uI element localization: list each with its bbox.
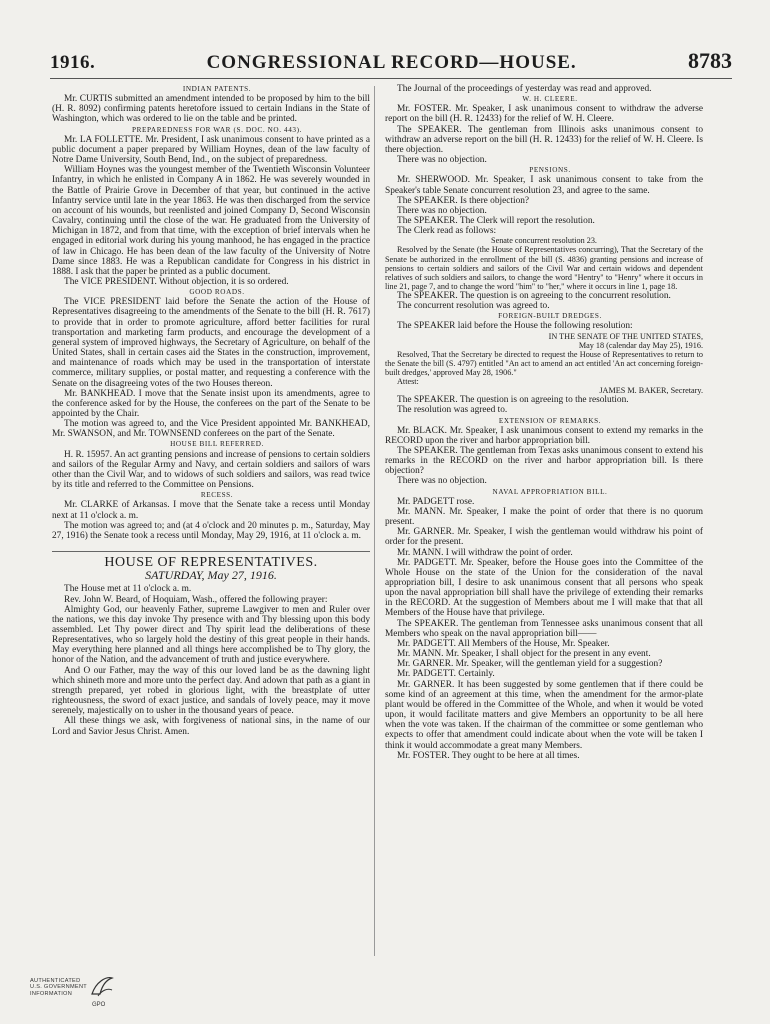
paragraph: William Hoynes was the youngest member of the Twentieth Wisconsin Volunteer Infantry, in which he enlisted in Company A in 1862. He was severely wounded in the Battle of Prairie Grove in December of that year, but continued in the active Infantry service until late in the year 1863. He was then discharged from the service on account of his wounds, but reenlisted and joined Company D, Second Wisconsin Cavalry, continuing until the close of the war. He graduated from the University of Michigan in 1872, and from that time, with the exception of brief intervals when he engaged in editorial work during his young manhood, he has engaged in the practice of law in Chicago. He has been dean of the law faculty of the University of Notre Dame since 1883. He was a Republican candidate for Congress in his district in 1888. I ask that the paper be printed as a public document. [52, 165, 370, 277]
paragraph: The motion was agreed to; and (at 4 o'clock and 20 minutes p. m., Saturday, May 27, 1916) the Senate took a recess until Monday, May 29, 1916, at 11 o'clock a. m. [52, 520, 370, 541]
paragraph: The SPEAKER. The gentleman from Tennessee asks unanimous consent that all Members who speak on the naval appropriation bill—— [385, 618, 703, 639]
resolution-text: Attest: [397, 377, 419, 386]
paragraph: Mr. PADGETT rose. [397, 496, 475, 507]
paragraph: Rev. John W. Beard, of Hoquiam, Wash., offered the following prayer: [64, 594, 328, 605]
paragraph: The concurrent resolution was agreed to. [397, 301, 550, 312]
paragraph: There was no objection. [397, 155, 487, 166]
paragraph: Mr. FOSTER. They ought to be here at all times. [397, 750, 580, 761]
paragraph: Mr. PADGETT. Mr. Speaker, before the House goes into the Committee of the Whole House on the state of the Union for the consideration of the naval appropriation bill, I desire to ask unanimous consent that all persons who speak upon the naval appropriation bill shall have the privilege of extending their remarks in the RECORD. At the suggestion of Members about me I will make that that all Members of the House have that privilege. [385, 557, 703, 619]
paragraph: Mr. MANN. Mr. Speaker, I shall object for the present in any event. [397, 649, 651, 660]
paragraph: Mr. CLARKE of Arkansas. I move that the Senate take a recess until Monday next at 11 o'clock a. m. [52, 500, 370, 521]
paragraph: The VICE PRESIDENT laid before the Senate the action of the House of Representatives disagreeing to the amendments of the Senate to the bill (H. R. 7617) to provide that in order to promote agriculture, afford better facilities for rural transportation and marketing farm products, and encourage the development of a general system of improved highways, the Secretary of Agriculture, on behalf of the United States, shall in certain cases aid the States in the construction, improvement, and maintenance of roads which may be used in the transportation of interstate commerce, military supplies, or postal matter, and requesting a conference with the Senate on the disagreeing votes of the two Houses thereon. [52, 297, 370, 389]
paragraph: The SPEAKER. The Clerk will report the resolution. [397, 216, 595, 227]
paragraph: Mr. CURTIS submitted an amendment intended to be proposed by him to the bill (H. R. 8092) confirming patents heretofore issued to certain Indians in the State of Washington, which was ordered to lie on the table and be printed. [52, 94, 370, 125]
section-heading: NAVAL APPROPRIATION BILL. [492, 487, 608, 496]
resolution-text: Resolved by the Senate (the House of Representatives concurring), That the Secretary of the Senate be authorized in the enrollment of the bill (S. 4836) granting pensions and increase of pensions to certain soldiers and sailors of the Civil War and certain widows and dependent relatives of such soldiers and sailors, to change the word "Hentry" to "Henry" where it occurs in line 21, page 7, and to change the word "him" to "her," where it occurs in line 1, page 18. [385, 245, 703, 291]
gpo-text-line: AUTHENTICATED [30, 978, 81, 984]
paragraph: Mr. LA FOLLETTE. Mr. President, I ask unanimous consent to have printed as a public document a paper prepared by William Hoynes, dean of the law faculty of Notre Dame University, South Bend, Ind., on the subject of preparedness. [52, 134, 370, 166]
attestation-line: IN THE SENATE OF THE UNITED STATES, [548, 331, 703, 341]
paragraph: Mr. FOSTER. Mr. Speaker, I ask unanimous consent to withdraw the adverse report on the bill (H. R. 12433) for the relief of W. H. Cleere. [385, 104, 703, 125]
section-heading: RECESS. [200, 491, 234, 500]
paragraph: Almighty God, our heavenly Father, supreme Lawgiver to men and Ruler over the nations, we this day invoke Thy presence with and Thy blessing upon this body assembled. Let Thy power direct and Thy spirit lead the deliberations of these Representatives, who so largely hold the destiny of this great people in their hands. May everything here planned and all things here accomplished be to Thy glory, the honor of the Nation, and the advancement of truth and justice everywhere. [52, 604, 370, 666]
section-heading: EXTENSION OF REMARKS. [498, 416, 602, 425]
paragraph: Mr. MANN. I will withdraw the point of order. [397, 547, 573, 558]
attestation-line: May 18 (calendar day May 25), 1916. [578, 340, 703, 350]
gpo-text-line: INFORMATION [30, 990, 73, 997]
paragraph: The SPEAKER. The question is on agreeing to the resolution. [397, 395, 629, 406]
gpo-authentication-seal [28, 972, 118, 1012]
paragraph: The resolution was agreed to. [397, 405, 508, 416]
page-number: 8783 [688, 48, 732, 73]
paragraph: Mr. PADGETT. All Members of the House, Mr. Speaker. [397, 638, 610, 649]
paragraph: Mr. BANKHEAD. I move that the Senate insist upon its amendments, agree to the conference asked for by the House, the conferees on the part of the Senate to be appointed by the Chair. [52, 388, 370, 419]
header-year: 1916. [50, 52, 96, 73]
section-heading: FOREIGN-BUILT DREDGES. [498, 312, 602, 321]
paragraph: The SPEAKER. Is there objection? [397, 195, 530, 206]
section-heading: HOUSE BILL REFERRED. [170, 440, 264, 449]
left-column [52, 84, 370, 737]
paragraph: Mr. GARNER. It has been suggested by some gentlemen that if there could be some kind of an agreement at this time, when the amendment for the armor-plate plant would be offered in the Committee of the Whole, and when it would be voted upon, it would facilitate matters and give Members an opportunity to be all here when the vote was taken. If the chairman of the committee or some gentleman who expects to offer that amendment could indicate about when the vote will be taken I think it would accommodate a great many Members. [385, 679, 703, 751]
chamber-heading: HOUSE OF REPRESENTATIVES. [52, 551, 370, 568]
session-date: SATURDAY, May 27, 1916. [145, 568, 277, 583]
section-heading: W. H. CLEERE. [522, 95, 578, 104]
paragraph: Mr. GARNER. Mr. Speaker, I wish the gentleman would withdraw his point of order for the present. [385, 527, 703, 548]
paragraph: The House met at 11 o'clock a. m. [64, 584, 192, 595]
paragraph: The SPEAKER laid before the House the following resolution: [397, 321, 633, 332]
page-header [50, 48, 732, 78]
gpo-text-line: U.S. GOVERNMENT [30, 984, 88, 991]
resolution-text: Resolved, That the Secretary be directed to request the House of Representatives to return to the Senate the bill (S. 4797) entitled "An act to amend an act entitled 'An act concerning foreign-built dredges,' approved May 28, 1906." [385, 349, 703, 377]
section-heading: PREPAREDNESS FOR WAR (S. DOC. NO. 443). [132, 125, 302, 134]
attestation-line: JAMES M. BAKER, Secretary. [599, 386, 703, 396]
paragraph: The VICE PRESIDENT. Without objection, it is so ordered. [64, 276, 289, 287]
paragraph: There was no objection. [397, 205, 487, 216]
paragraph: The Journal of the proceedings of yesterday was read and approved. [397, 84, 652, 94]
right-column [385, 84, 703, 761]
paragraph: Mr. SHERWOOD. Mr. Speaker, I ask unanimous consent to take from the Speaker's table Senate concurrent resolution 23, and agree to the same. [385, 175, 703, 196]
column-divider [374, 86, 375, 956]
paragraph: H. R. 15957. An act granting pensions and increase of pensions to certain soldiers and sailors of the Regular Army and Navy, and certain soldiers and sailors of wars other than the Civil War, and to widows of such soldiers and sailors, was read twice by its title and referred to the Committee on Pensions. [52, 449, 370, 491]
gpo-eagle-icon [88, 972, 114, 1002]
paragraph: The SPEAKER. The question is on agreeing to the concurrent resolution. [397, 290, 671, 301]
paragraph: Mr. PADGETT. Certainly. [397, 669, 495, 680]
paragraph: The Clerk read as follows: [397, 226, 497, 237]
resolution-title: Senate concurrent resolution 23. [491, 236, 597, 246]
paragraph: Mr. GARNER. Mr. Speaker, will the gentleman yield for a suggestion? [397, 659, 663, 670]
header-rule [50, 78, 732, 79]
paragraph: Mr. MANN. Mr. Speaker, I make the point of order that there is no quorum present. [385, 506, 703, 528]
gpo-label: GPO [92, 1002, 106, 1008]
paragraph: The SPEAKER. The gentleman from Texas asks unanimous consent to extend his remarks in the RECORD on the river and harbor appropriation bill. Is there objection? [385, 445, 703, 477]
section-heading: INDIAN PATENTS. [182, 85, 252, 93]
paragraph: There was no objection. [397, 476, 487, 487]
paragraph: And O our Father, may the way of this our loved land be as the dawning light which shineth more and more unto the perfect day. And adown that path as a giant in strength prepared, yet robed in glorious light, with the breastplate of utter righteousness, the sword of exact justice, and sandals of lovely peace, may it move serenely, majestically on to usher in the thousand years of peace. [52, 665, 370, 717]
section-heading: GOOD ROADS. [189, 288, 245, 297]
paragraph: The SPEAKER. The gentleman from Illinois asks unanimous consent to withdraw an adverse report on the bill (H. R. 12433) for the relief of W. H. Cleere. Is there objection. [385, 124, 703, 155]
paragraph: Mr. BLACK. Mr. Speaker, I ask unanimous consent to extend my remarks in the RECORD upon the river and harbor appropriation bill. [385, 425, 703, 446]
header-title: CONGRESSIONAL RECORD—HOUSE. [206, 52, 577, 73]
paragraph: The motion was agreed to, and the Vice President appointed Mr. BANKHEAD, Mr. SWANSON, and Mr. TOWNSEND conferees on the part of the Senate. [52, 419, 370, 440]
section-heading: PENSIONS. [529, 166, 571, 175]
paragraph: All these things we ask, with forgiveness of national sins, in the name of our Lord and Savior Jesus Christ. Amen. [52, 716, 370, 737]
